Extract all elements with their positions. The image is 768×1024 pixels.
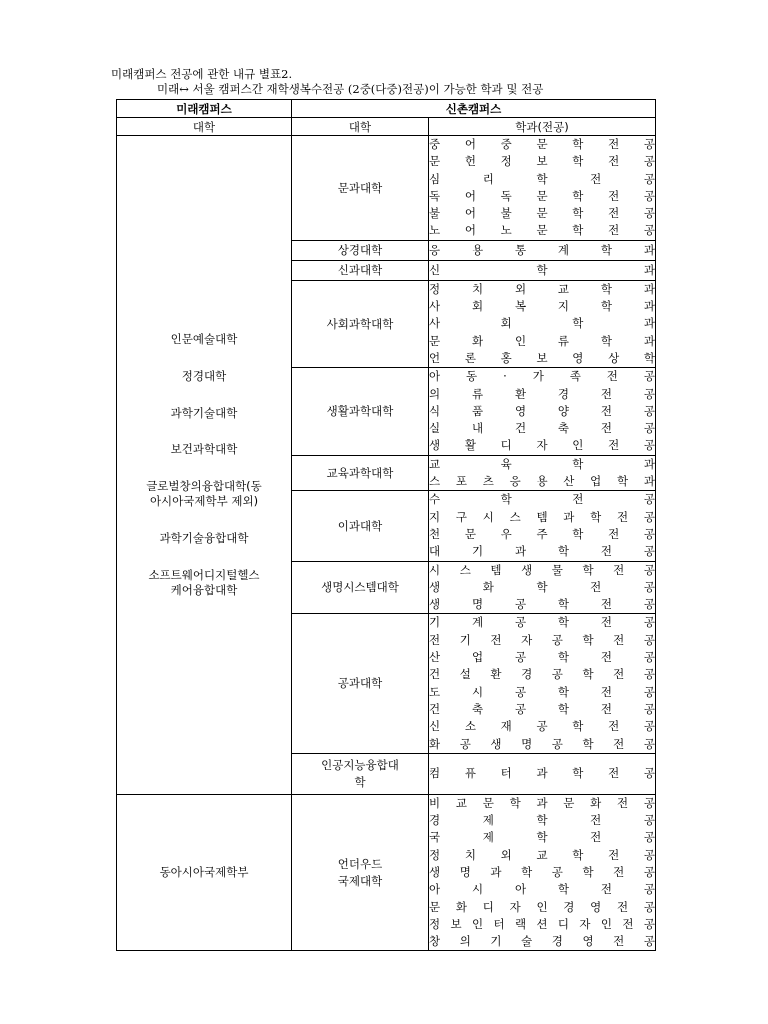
table-row [117,136,656,241]
majors-cell [429,491,656,561]
header-sinchon-campus: 신촌캠퍼스 [292,100,656,118]
sinchon-college-cell: 언더우드 국제대학 [292,794,429,951]
table-body [117,136,656,951]
sinchon-college-cell: 이과대학 [292,491,429,561]
sinchon-college-cell: 사회과학대학 [292,280,429,367]
majors-cell [429,368,656,455]
sinchon-college-cell: 교육과학대학 [292,455,429,491]
sinchon-college-cell: 공과대학 [292,614,429,753]
mirae-college-list [117,865,291,880]
sinchon-college-cell: 문과대학 [292,136,429,241]
major-item: 실 내 건 축 전 공 [429,421,655,436]
major-item: 아 동 · 가 족 전 공 [429,369,655,384]
major-item: 산 업 공 학 전 공 [429,650,655,665]
header-col-college-left: 대학 [117,118,292,136]
mirae-college-name: 소프트웨어디지털헬스 케어융합대학 [148,568,260,598]
major-item: 생 명 공 학 전 공 [429,597,655,612]
majors-cell [429,240,656,260]
major-item: 아 시 아 학 전 공 [429,882,655,897]
majors-cell [429,561,656,614]
major-item: 의 류 환 경 전 공 [429,386,655,401]
major-item: 건 설 환 경 공 학 전 공 [429,667,655,682]
majors-cell [429,280,656,367]
mirae-college-name: 인문예술대학 [170,331,238,346]
major-item: 응 용 통 계 학 과 [429,242,655,257]
mirae-college-cell [117,136,292,795]
major-item: 생 활 디 자 인 전 공 [429,438,655,453]
major-item: 정 보 인 터 랙 션 디 자 인 전 공 [429,916,655,931]
sinchon-college-cell: 인공지능융합대 학 [292,753,429,794]
major-item: 정 치 외 교 학 과 [429,281,655,296]
document-subtitle: 미래↔ 서울 캠퍼스간 재학생복수전공 (2중(다중)전공)이 가능한 학과 및 전공 [157,82,544,96]
major-item: 비 교 문 학 과 문 화 전 공 [429,795,655,810]
mirae-college-name: 과학기술대학 [170,405,238,420]
major-item: 중 어 중 문 학 전 공 [429,137,655,151]
majors-cell [429,794,656,951]
majors-cell [429,455,656,491]
major-item: 전 기 전 자 공 학 전 공 [429,632,655,647]
majors-cell [429,260,656,280]
mirae-college-name: 보건과학대학 [170,442,238,457]
major-item: 신 소 재 공 학 전 공 [429,719,655,734]
major-item: 기 계 공 학 전 공 [429,615,655,630]
sinchon-college-cell: 상경대학 [292,240,429,260]
major-item: 신 학 과 [429,262,656,277]
header-col-college-mid: 대학 [292,118,429,136]
major-item: 문 화 인 류 학 과 [429,333,655,348]
major-item: 시 스 템 생 물 학 전 공 [429,562,655,577]
major-item: 도 시 공 학 전 공 [429,684,655,699]
header-mirae-campus: 미래캠퍼스 [117,100,292,118]
document-title: 미래캠퍼스 전공에 관한 내규 별표2. [111,67,293,81]
major-item: 식 품 영 양 전 공 [429,403,655,418]
majors-cell [429,753,656,794]
major-item: 수 학 전 공 [429,492,655,507]
sinchon-college-cell: 신과대학 [292,260,429,280]
mirae-college-list [117,332,291,598]
major-item: 스 포 츠 응 용 산 업 학 과 [429,474,655,489]
major-item: 천 문 우 주 학 전 공 [429,526,655,541]
major-item: 컴 퓨 터 과 학 전 공 [429,766,655,781]
major-item: 대 기 과 학 전 공 [429,544,655,559]
major-item: 생 명 과 학 공 학 전 공 [429,864,655,879]
major-item: 지 구 시 스 템 과 학 전 공 [429,509,655,524]
major-item: 사 회 학 과 [429,316,655,331]
major-item: 언 론 홍 보 영 상 학 [429,350,655,365]
major-item: 사 회 복 지 학 과 [429,299,655,314]
mirae-college-name: 정경대학 [181,368,227,383]
mirae-college-cell [117,794,292,951]
mirae-college-name: 글로벌창의융합대학(동 아시아국제학부 제외) [146,479,262,509]
major-item: 경 제 학 전 공 [429,813,655,828]
major-item: 문 헌 정 보 학 전 공 [429,154,655,169]
major-table [116,99,656,951]
mirae-college-name: 동아시아국제학부 [159,865,249,880]
major-item: 창 의 기 술 경 영 전 공 [429,934,655,949]
sinchon-college-cell: 생명시스템대학 [292,561,429,614]
major-item: 불 어 불 문 학 전 공 [429,206,655,221]
major-item: 생 화 학 전 공 [429,579,655,594]
table-row [117,794,656,951]
major-item: 독 어 독 문 학 전 공 [429,188,655,203]
major-item: 노 어 노 문 학 전 공 [429,223,655,238]
major-item: 교 육 학 과 [429,456,655,471]
major-item: 건 축 공 학 전 공 [429,701,655,716]
major-item: 국 제 학 전 공 [429,830,655,845]
header-col-major: 학과(전공) [429,118,656,136]
major-item: 화 공 생 명 공 학 전 공 [429,736,655,751]
majors-cell [429,136,656,241]
mirae-college-name: 과학기술융합대학 [159,531,249,546]
major-item: 심 리 학 전 공 [429,171,655,186]
major-item: 정 치 외 교 학 전 공 [429,847,655,862]
majors-cell [429,614,656,753]
major-item: 문 화 디 자 인 경 영 전 공 [429,899,655,914]
sinchon-college-cell: 생활과학대학 [292,368,429,455]
